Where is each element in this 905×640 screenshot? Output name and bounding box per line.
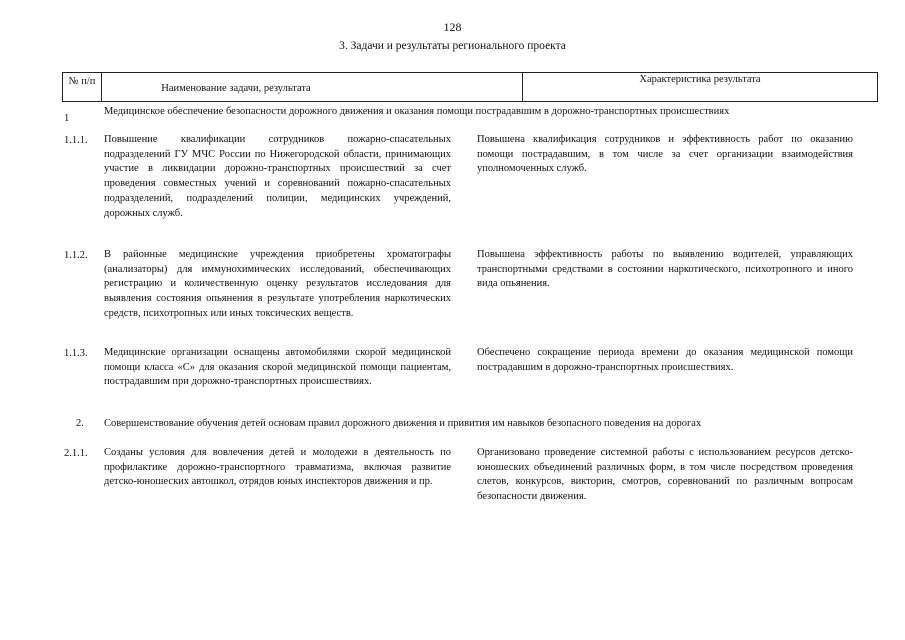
page-number: 128 bbox=[443, 20, 462, 34]
header-name: Наименование задачи, результата bbox=[161, 83, 311, 94]
item-name: Повышение квалификации сотрудников пожарно-спасательных подразделений ГУ МЧС России по Нижегородской области, принимающих участие в ликвидации дорожно-транспортных происшествий за счет проведения совместных учений и соревнований пожарно-спасательных подразделений, подразделений полиции, медицинских учреждений, дорожных служб. bbox=[104, 134, 451, 219]
section-title: 3. Задачи и результаты регионального проекта bbox=[339, 40, 566, 52]
item-num: 1.1.3. bbox=[64, 348, 88, 359]
group-title: Медицинское обеспечение безопасности дорожного движения и оказания помощи пострадавшим в дорожно-транспортных происшествиях bbox=[104, 106, 730, 117]
item-result: Повышена эффективность работы по выявлению водителей, управляющих транспортными средствами в состоянии наркотического, психотропного и иного вида опьянения. bbox=[477, 249, 853, 290]
item-name: Созданы условия для вовлечения детей и молодежи в деятельность по профилактике дорожно-транспортного травматизма, включая развитие детско-юношеских автошкол, отрядов юных инспекторов движения и пр. bbox=[104, 447, 451, 488]
group-num: 1 bbox=[64, 113, 70, 124]
item-result: Повышена квалификация сотрудников и эффективность работ по оказанию помощи пострадавшим, в том числе за счет организации взаимодействия уполномоченных служб. bbox=[477, 134, 853, 175]
header-num: № п/п bbox=[63, 73, 102, 101]
header-characteristic: Характеристика результата bbox=[522, 73, 877, 101]
item-result: Обеспечено сокращение периода времени до оказания медицинской помощи пострадавшим в дорожно-транспортных происшествиях. bbox=[477, 347, 853, 373]
item-num: 2.1.1. bbox=[64, 448, 88, 459]
item-name: В районные медицинские учреждения приобретены хроматографы (анализаторы) для иммунохимических исследований, обеспечивающих регистрацию и количественную оценку результатов исследования для выявления состояния опьянения в результате употребления наркотических средств, психотропных или иных токсических веществ. bbox=[104, 249, 451, 319]
item-result: Организовано проведение системной работы с использованием ресурсов детско-юношеских объединений различных форм, в том числе посредством проведения слетов, конкурсов, викторин, смотров, соревнований по различным вопросам безопасности движения. bbox=[477, 447, 853, 503]
table-header bbox=[62, 72, 878, 102]
item-name: Медицинские организации оснащены автомобилями скорой медицинской помощи класса «С» для оказания скорой медицинской помощи пациентам, пострадавшим при дорожно-транспортных происшествиях. bbox=[104, 347, 451, 388]
group-num: 2. bbox=[76, 418, 84, 429]
item-num: 1.1.2. bbox=[64, 250, 88, 261]
item-num: 1.1.1. bbox=[64, 135, 88, 146]
group-title: Совершенствование обучения детей основам правил дорожного движения и привития им навыков безопасного поведения на дорогах bbox=[104, 418, 702, 429]
